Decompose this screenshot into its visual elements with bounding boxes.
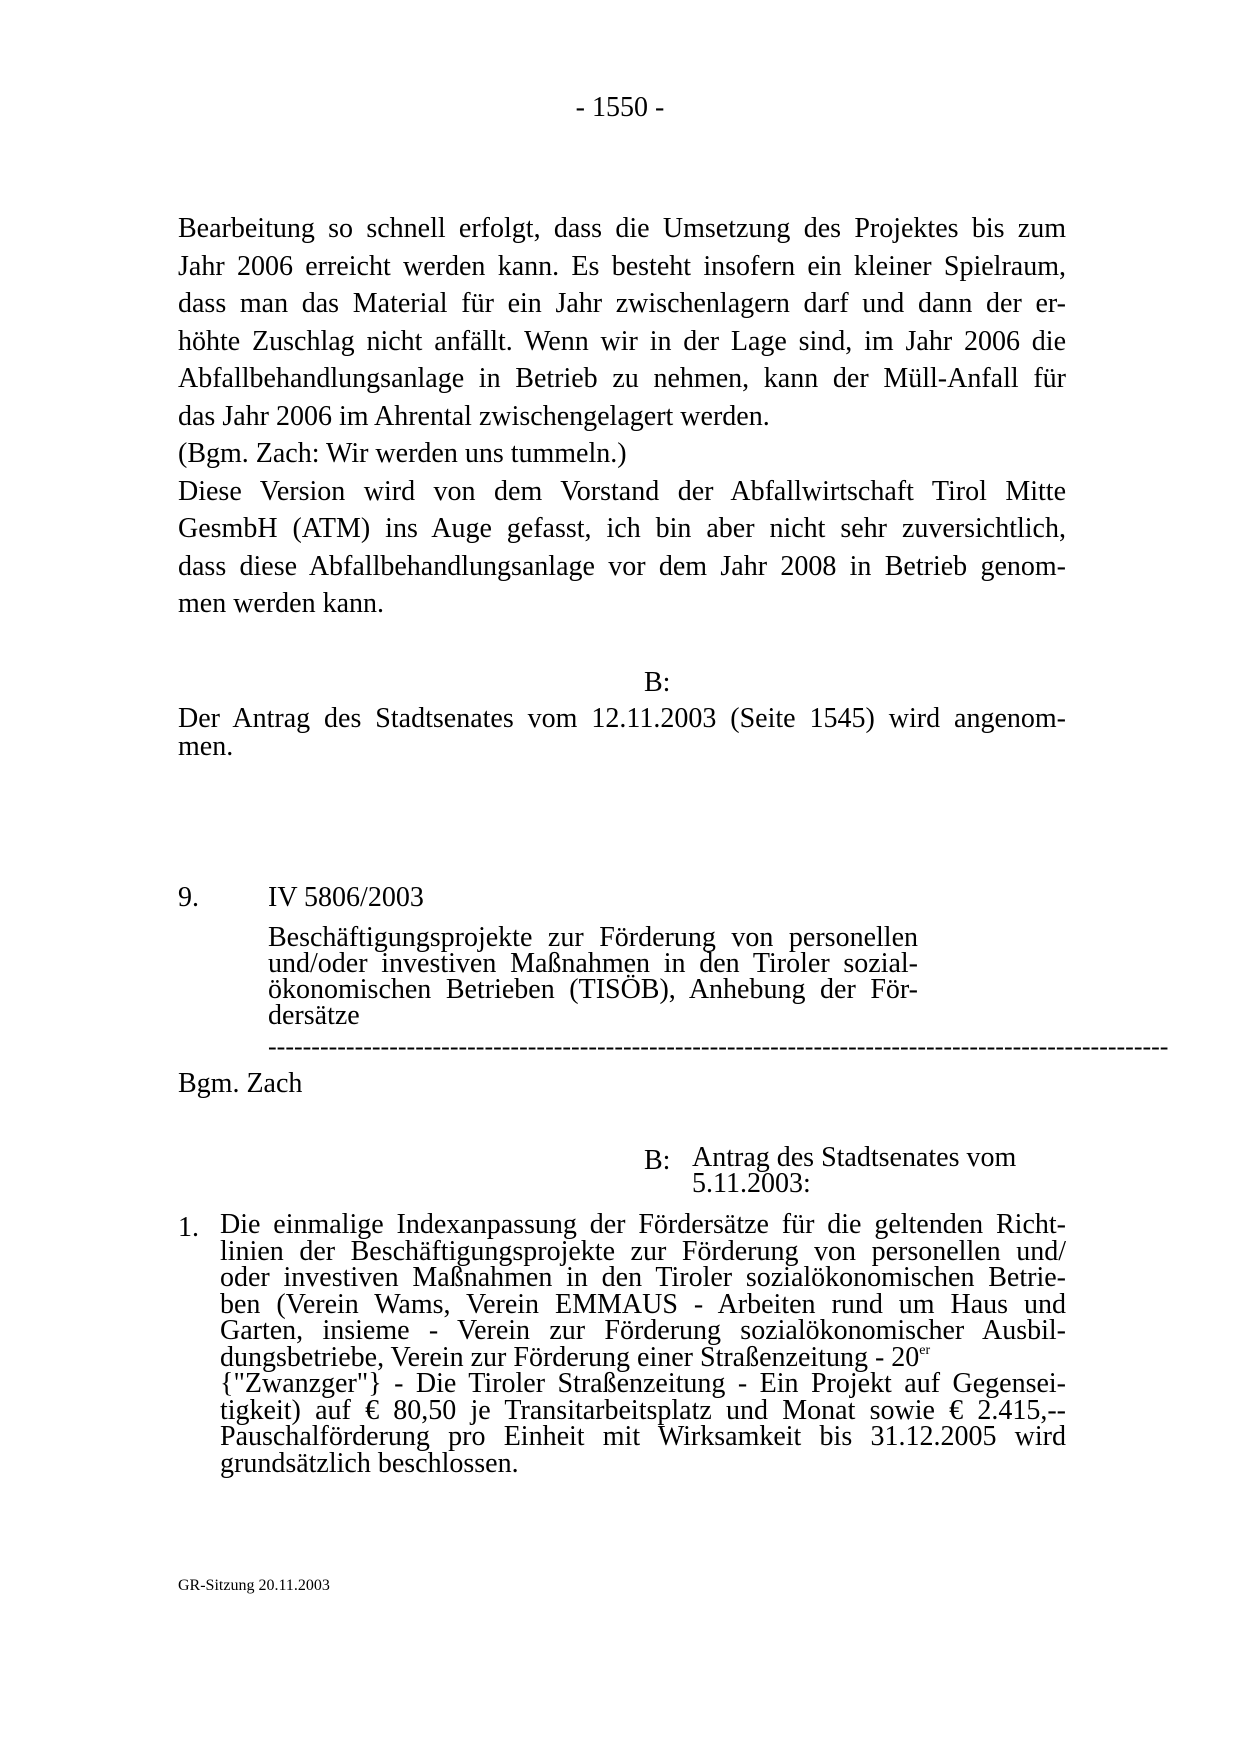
text-line	[178, 548, 1066, 586]
text-line-content: dersätze	[268, 1000, 360, 1031]
text-line-content: {"Zwanzger"} - Die Tiroler Straßenzeitung - Ein Projekt auf Gegensei-	[220, 1368, 1066, 1399]
text-line-content: Der Antrag des Stadtsenates vom 12.11.2003 (Seite 1545) wird angenom-	[178, 703, 1066, 734]
text-line	[178, 705, 1066, 733]
text-line-content: ben (Verein Wams, Verein EMMAUS - Arbeiten rund um Haus und	[220, 1288, 1066, 1320]
resolution-item-number: 1.	[178, 1212, 199, 1243]
text-line-content: Garten, insieme - Verein zur Förderung sozialökonomischer Ausbil-	[220, 1315, 1066, 1346]
superscript: er	[919, 1342, 931, 1358]
page-number: - 1550 -	[575, 92, 665, 123]
text-line-content: das Jahr 2006 im Ahrental zwischengelagert werden.	[178, 400, 770, 432]
text-line-content: dass man das Material für ein Jahr zwischenlagern darf und dann der er-	[178, 288, 1066, 319]
resolution-item-text	[220, 1209, 1066, 1479]
text-line-content: und/oder investiven Maßnahmen in den Tiroler sozial-	[268, 948, 918, 979]
speaker-name: Bgm. Zach	[178, 1068, 303, 1099]
text-line-content: linien der Beschäftigungsprojekte zur Förderung von personellen und/	[220, 1235, 1066, 1267]
body-paragraph	[178, 210, 1066, 623]
text-line-content: ökonomischen Betrieben (TISÖB), Anhebung der För-	[268, 974, 918, 1005]
text-line	[178, 510, 1066, 548]
text-line-content: höhte Zuschlag nicht anfällt. Wenn wir in der Lage sind, im Jahr 2006 die	[178, 325, 1066, 357]
text-line-content: Abfallbehandlungsanlage in Betrieb zu nehmen, kann der Müll-Anfall für	[178, 363, 1066, 394]
agenda-item-title	[268, 922, 918, 1031]
text-line	[178, 285, 1066, 323]
text-line-content: Beschäftigungsprojekte zur Förderung von personellen	[268, 922, 918, 953]
text-line-content: (Bgm. Zach: Wir werden uns tummeln.)	[178, 438, 627, 469]
text-line	[268, 1000, 918, 1031]
text-line	[178, 733, 1066, 761]
text-line-content: grundsätzlich beschlossen.	[220, 1447, 519, 1479]
text-line	[220, 1447, 1066, 1479]
resolution-label: B:	[644, 667, 671, 698]
text-line-content: GesmbH (ATM) ins Auge gefasst, ich bin aber nicht sehr zuversichtlich,	[178, 513, 1066, 544]
text-line-content: tigkeit) auf € 80,50 je Transitarbeitsplatz und Monat sowie € 2.415,--	[220, 1394, 1066, 1426]
agenda-item-number: 9.	[178, 882, 199, 913]
text-line	[178, 210, 1066, 248]
text-line	[178, 248, 1066, 286]
text-line-content: Die einmalige Indexanpassung der Fördersätze für die geltenden Richt-	[220, 1209, 1066, 1240]
text-line-content: men werden kann.	[178, 588, 385, 619]
text-line	[178, 323, 1066, 361]
text-line	[178, 585, 1066, 623]
text-line-content: Bearbeitung so schnell erfolgt, dass die Umsetzung des Projektes bis zum	[178, 213, 1066, 244]
agenda-item-code: IV 5806/2003	[268, 882, 424, 913]
motion-label: B:	[644, 1145, 671, 1176]
text-line-content: dungsbetriebe, Verein zur Förderung einer Straßenzeitung - 20	[220, 1341, 920, 1373]
text-line	[178, 398, 1066, 436]
motion-heading	[692, 1142, 1017, 1199]
text-line-content: Jahr 2006 erreicht werden kann. Es besteht insofern ein kleiner Spielraum,	[178, 250, 1066, 282]
resolution-text	[178, 705, 1066, 761]
text-line-content: men.	[178, 731, 234, 762]
text-line	[178, 360, 1066, 398]
footer-text: GR-Sitzung 20.11.2003	[178, 1577, 330, 1594]
text-line	[178, 435, 1066, 473]
text-line-content: Diese Version wird von dem Vorstand der Abfallwirtschaft Tirol Mitte	[178, 475, 1066, 507]
text-line-content: dass diese Abfallbehandlungsanlage vor dem Jahr 2008 in Betrieb genom-	[178, 550, 1066, 582]
separator-line: --------------------------------------------------------------------------------------------------------	[268, 1032, 1169, 1061]
text-line-content: Pauschalförderung pro Einheit mit Wirksamkeit bis 31.12.2005 wird	[220, 1421, 1066, 1452]
text-line	[178, 473, 1066, 511]
text-line-content: oder investiven Maßnahmen in den Tiroler sozialökonomischen Betrie-	[220, 1262, 1066, 1293]
text-line	[268, 974, 918, 1005]
motion-heading-line: 5.11.2003:	[692, 1168, 811, 1199]
motion-heading-line: Antrag des Stadtsenates vom	[692, 1142, 1017, 1173]
